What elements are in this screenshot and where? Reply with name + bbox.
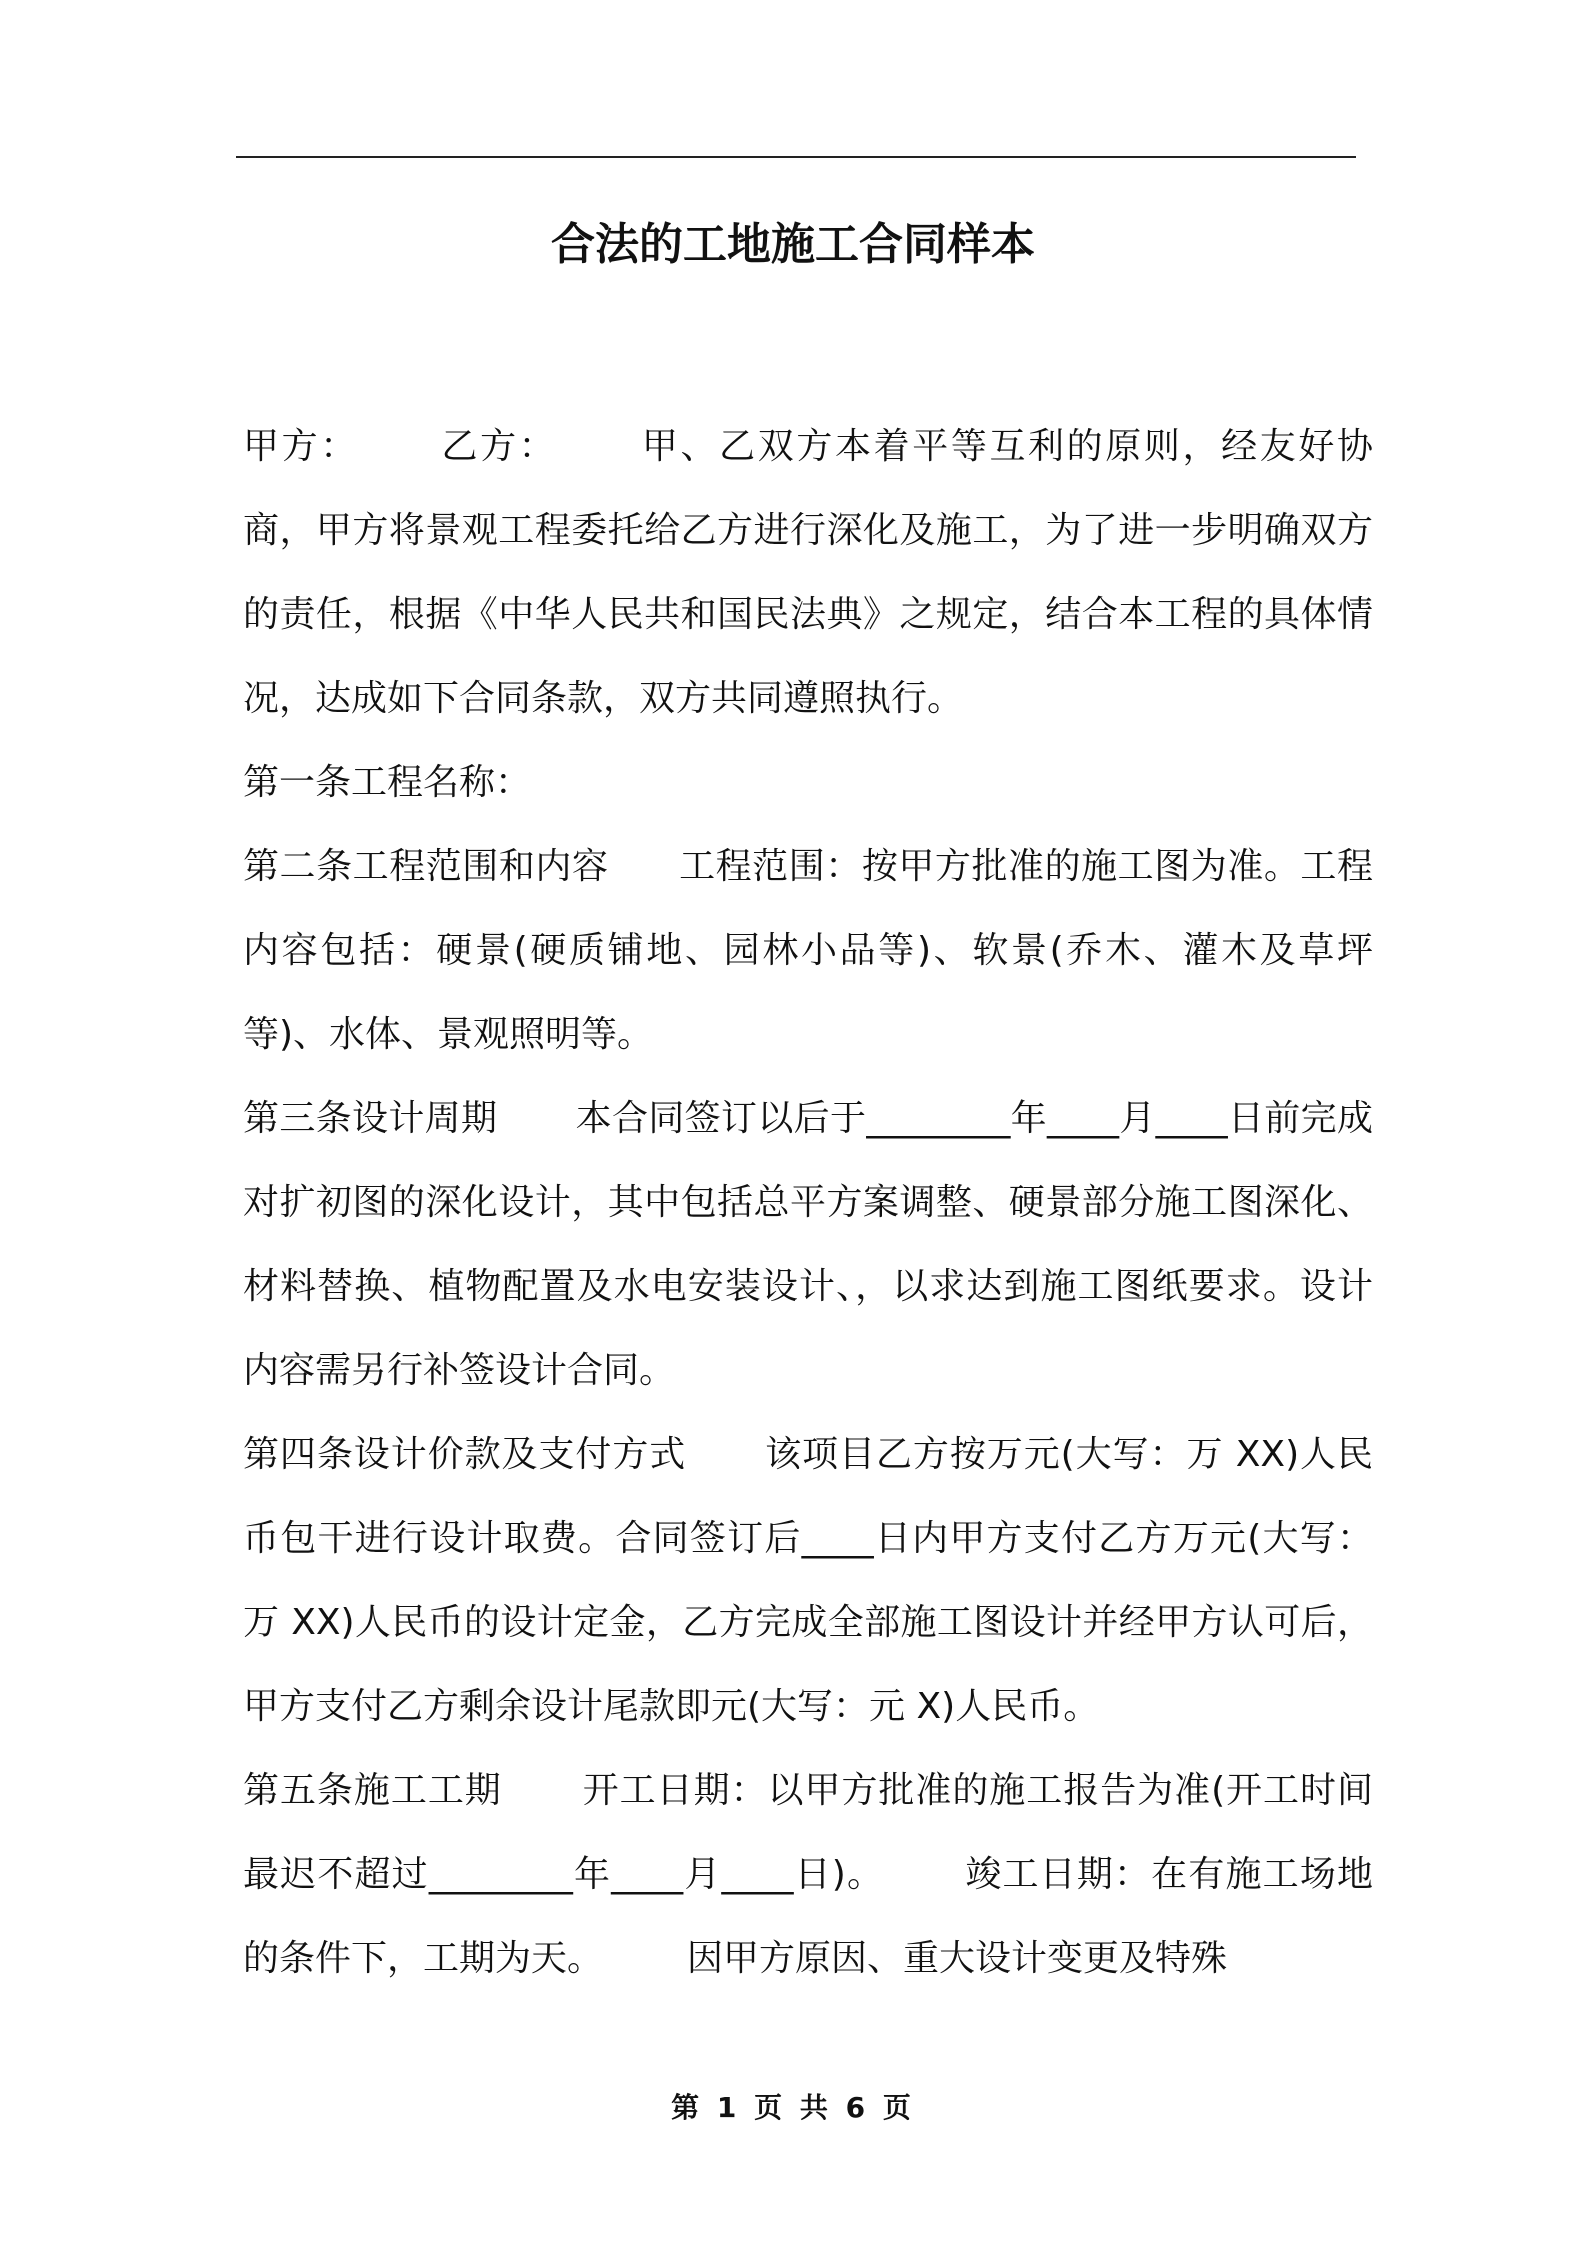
article-5 [243, 1749, 1373, 2001]
header-rule [236, 156, 1356, 158]
article-4-heading: 第四条设计价款及支付方式 [243, 1434, 687, 1475]
article-1-heading: 第一条工程名称： [243, 762, 532, 803]
article-3-heading: 第三条设计周期 [243, 1098, 498, 1139]
article-3 [243, 1077, 1373, 1413]
article-2 [243, 825, 1373, 1077]
paragraph-preamble [243, 405, 1373, 741]
article-5-heading: 第五条施工工期 [243, 1770, 502, 1811]
party-b-label: 乙方： [438, 426, 558, 467]
article-4-text: 该项目乙方按万元(大写：万 XX)人民币包干进行设计取费。合同签订后____日内甲方支付乙方万元(大写：万 XX)人民币的设计定金，乙方完成全部施工图设计并经甲方认可后，甲方支付乙方剩余设计尾款即元(大写：元 X)人民币。 [243, 1434, 1373, 1727]
article-2-text: 工程范围：按甲方批准的施工图为准。工程内容包括：硬景(硬质铺地、园林小品等)、软景(乔木、灌木及草坪等)、水体、景观照明等。 [243, 846, 1373, 1055]
article-5-delay-text: 因甲方原因、重大设计变更及特殊 [687, 1938, 1228, 1979]
document-title: 合法的工地施工合同样本 [551, 219, 1035, 270]
article-5-start-text: 开工日期：以甲方批准的施工报告为准(开工时间最迟不超过________年____月____日)。 [243, 1770, 1373, 1895]
preamble-text: 甲、乙双方本着平等互利的原则，经友好协商，甲方将景观工程委托给乙方进行深化及施工，为了进一步明确双方的责任，根据《中华人民共和国民法典》之规定，结合本工程的具体情况，达成如下合同条款，双方共同遵照执行。 [243, 426, 1373, 719]
article-4 [243, 1413, 1373, 1749]
article-5-completion-text: 竣工日期：在有施工场地的条件下，工期为天。 [243, 1854, 1373, 1979]
page-footer: 第 1 页 共 6 页 [671, 2091, 915, 2124]
document-body [243, 405, 1373, 2001]
article-3-text: 本合同签订以后于________年____月____日前完成对扩初图的深化设计，其中包括总平方案调整、硬景部分施工图深化、材料替换、植物配置及水电安装设计、，以求达到施工图纸要求。设计内容需另行补签设计合同。 [243, 1098, 1373, 1391]
article-1 [243, 741, 1373, 825]
article-2-heading: 第二条工程范围和内容 [243, 846, 609, 887]
party-a-label: 甲方： [243, 426, 359, 467]
